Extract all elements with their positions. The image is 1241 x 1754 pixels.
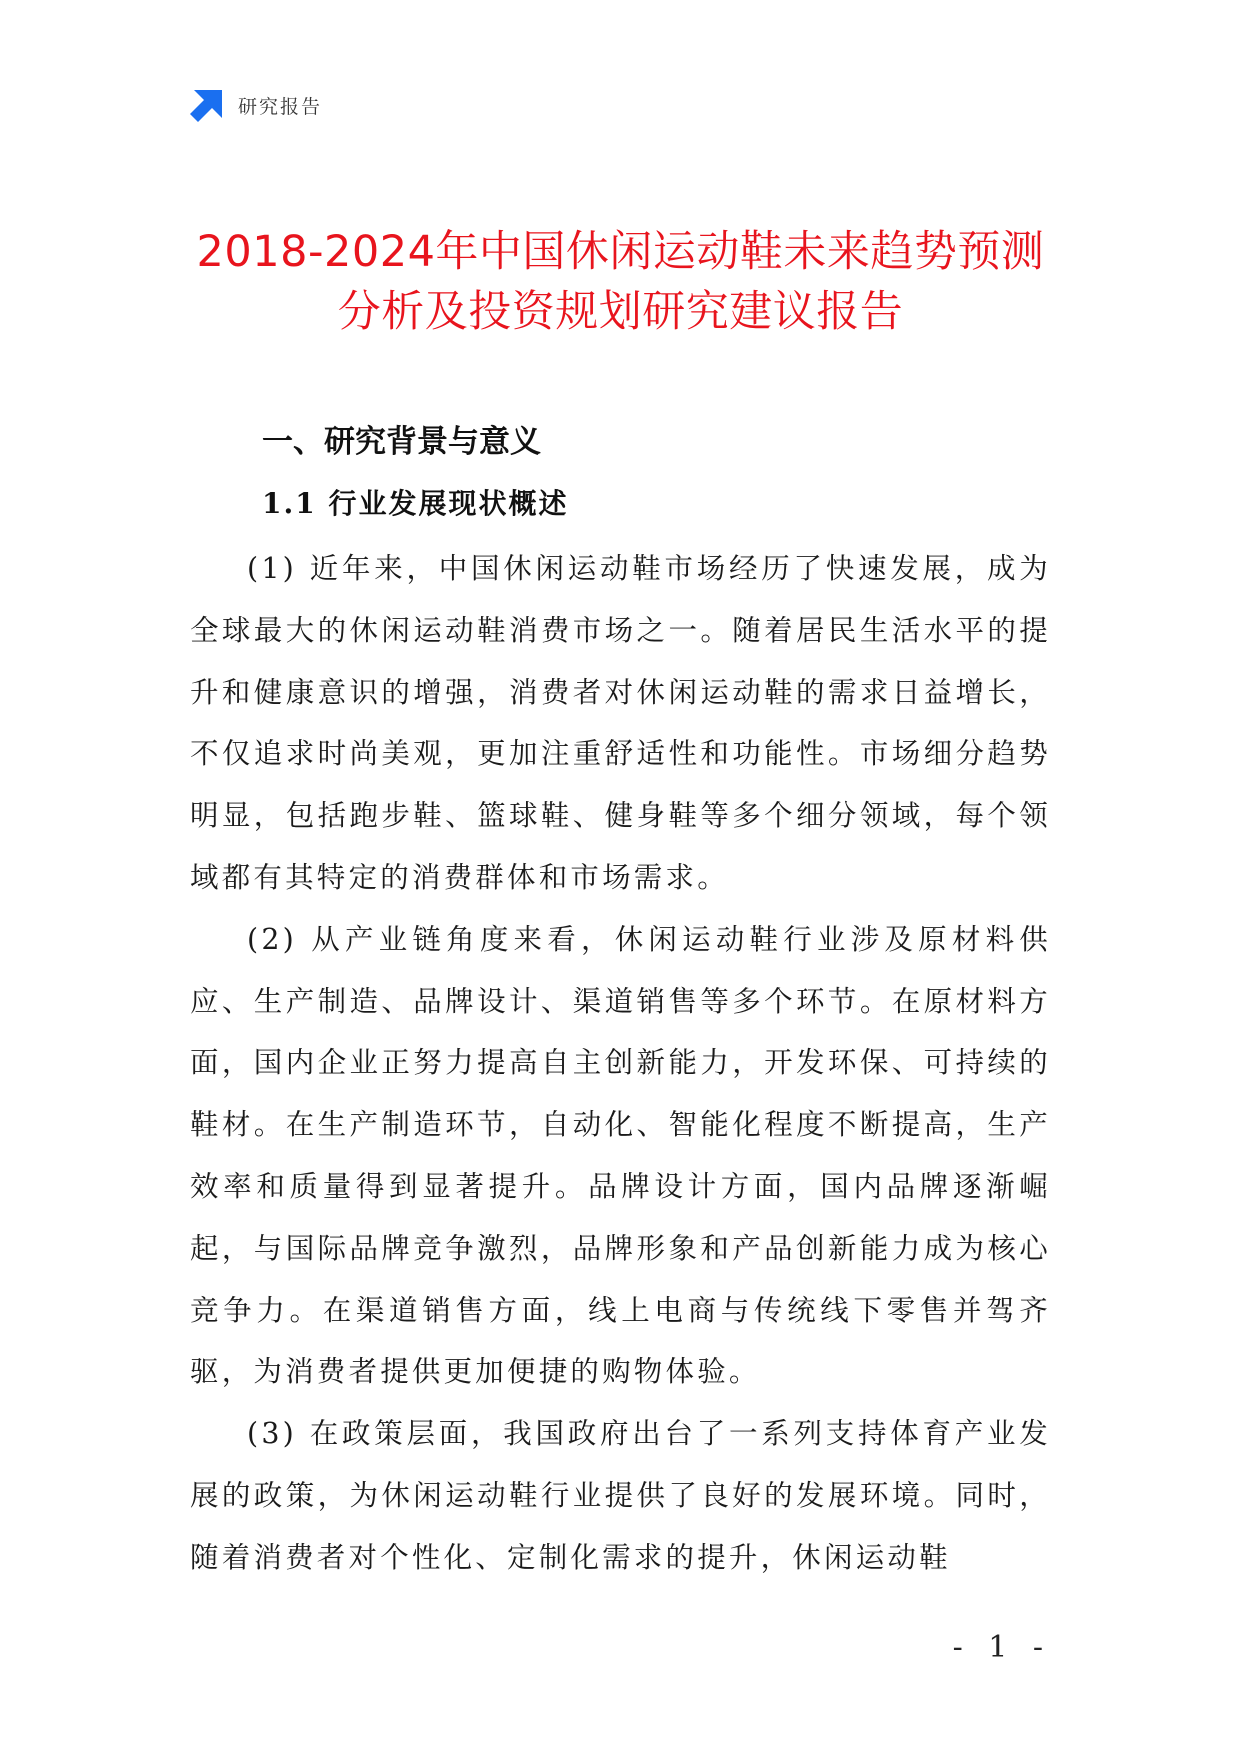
report-title-line2: 分析及投资规划研究建议报告	[337, 287, 904, 337]
diagonal-arrow-icon	[190, 88, 224, 122]
paragraph-1: (1) 近年来，中国休闲运动鞋市场经历了快速发展，成为全球最大的休闲运动鞋消费市场之一。随着居民生活水平的提升和健康意识的增强，消费者对休闲运动鞋的需求日益增长，不仅追求时尚美观，更加注重舒适性和功能性。市场细分趋势明显，包括跑步鞋、篮球鞋、健身鞋等多个细分领域，每个领域都有其特定的消费群体和市场需求。	[190, 552, 1051, 894]
header-label: 研究报告	[238, 95, 323, 118]
paragraph-3: (3) 在政策层面，我国政府出台了一系列支持体育产业发展的政策，为休闲运动鞋行业提供了良好的发展环境。同时，随着消费者对个性化、定制化需求的提升，休闲运动鞋	[190, 1417, 1051, 1574]
report-title-line1: 2018-2024年中国休闲运动鞋未来趋势预测	[196, 227, 1045, 277]
report-header	[190, 88, 322, 122]
section-heading: 一、研究背景与意义	[262, 424, 541, 460]
body-text	[190, 538, 1051, 1589]
paragraph-2: (2) 从产业链角度来看，休闲运动鞋行业涉及原材料供应、生产制造、品牌设计、渠道销售等多个环节。在原材料方面，国内企业正努力提高自主创新能力，开发环保、可持续的鞋材。在生产制造环节，自动化、智能化程度不断提高，生产效率和质量得到显著提升。品牌设计方面，国内品牌逐渐崛起，与国际品牌竞争激烈，品牌形象和产品创新能力成为核心竞争力。在渠道销售方面，线上电商与传统线下零售并驾齐驱，为消费者提供更加便捷的购物体验。	[190, 922, 1051, 1389]
section-subheading: 1.1 行业发展现状概述	[262, 487, 569, 520]
page-number: - 1 -	[952, 1630, 1051, 1665]
report-title	[150, 222, 1091, 342]
